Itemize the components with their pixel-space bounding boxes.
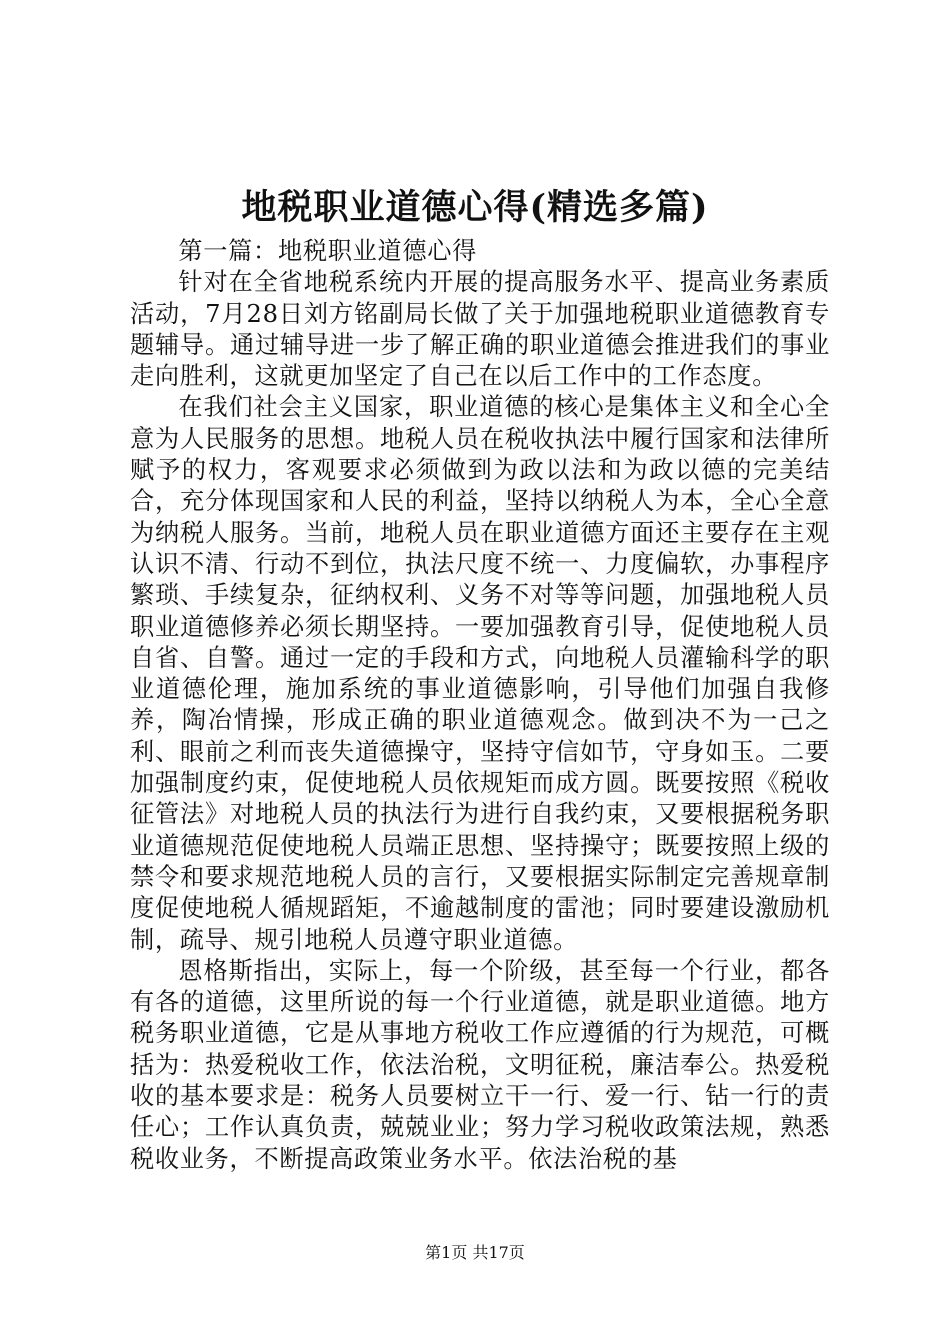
body-paragraph: 针对在全省地税系统内开展的提高服务水平、提高业务素质活动，7月28日刘方铭副局长做了关于加强地税职业道德教育专题辅导。通过辅导进一步了解正确的职业道德会推进我们的事业走向胜利，这就更加坚定了自己在以后工作中的工作态度。 [130,268,830,391]
page-number-footer: 第1页 共17页 [425,1243,525,1262]
body-paragraph: 在我们社会主义国家，职业道德的核心是集体主义和全心全意为人民服务的思想。地税人员在税收执法中履行国家和法律所赋予的权力，客观要求必须做到为政以法和为政以德的完美结合，充分体现国家和人民的利益，坚持以纳税人为本，全心全意为纳税人服务。当前，地税人员在职业道德方面还主要存在主观认识不清、行动不到位，执法尺度不统一、力度偏软，办事程序繁琐、手续复杂，征纳权利、义务不对等等问题，加强地税人员职业道德修养必须长期坚持。一要加强教育引导，促使地税人员自省、自警。通过一定的手段和方式，向地税人员灌输科学的职业道德伦理，施加系统的事业道德影响，引导他们加强自我修养，陶冶情操，形成正确的职业道德观念。做到决不为一己之利、眼前之利而丧失道德操守，坚持守信如节，守身如玉。二要加强制度约束，促使地税人员依规矩而成方圆。既要按照《税收征管法》对地税人员的执法行为进行自我约束，又要根据税务职业道德规范促使地税人员端正思想、坚持操守；既要按照上级的禁令和要求规范地税人员的言行，又要根据实际制定完善规章制度促使地税人循规蹈矩，不逾越制度的雷池；同时要建设激励机制，疏导、规引地税人员遵守职业道德。 [130,393,830,954]
section-heading: 第一篇：地税职业道德心得 [178,237,478,265]
body-paragraph: 恩格斯指出，实际上，每一个阶级，甚至每一个行业，都各有各的道德，这里所说的每一个行业道德，就是职业道德。地方税务职业道德，它是从事地方税收工作应遵循的行为规范，可概括为：热爱税收工作，依法治税，文明征税，廉洁奉公。热爱税收的基本要求是：税务人员要树立干一行、爱一行、钻一行的责任心；工作认真负责，兢兢业业；努力学习税收政策法规，熟悉税收业务，不断提高政策业务水平。依法治税的基 [130,956,830,1173]
document-body [130,236,830,1175]
document-title: 地税职业道德心得(精选多篇) [241,187,709,228]
